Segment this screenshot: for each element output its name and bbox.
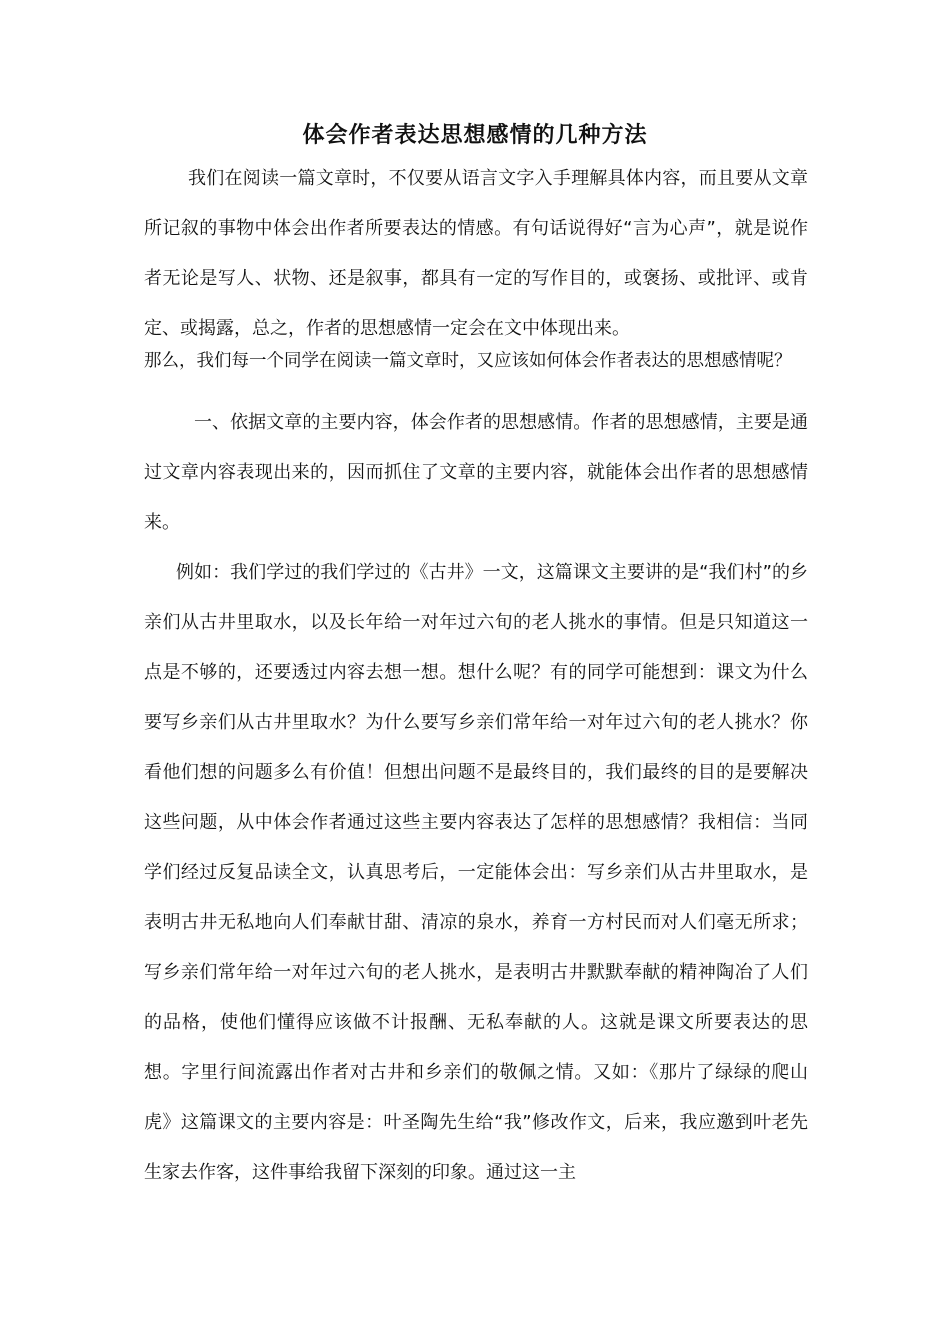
paragraph-example: 例如：我们学过的我们学过的《古井》一文，这篇课文主要讲的是“我们村”的乡亲们从古井里取水，以及长年给一对年过六旬的老人挑水的事情。但是只知道这一点是不够的，还要透过内容去想一想。想什么呢？有的同学可能想到：课文为什么要写乡亲们从古井里取水？为什么要写乡亲们常年给一对年过六旬的老人挑水？你看他们想的问题多么有价值！但想出问题不是最终目的，我们最终的目的是要解决这些问题，从中体会作者通过这些主要内容表达了怎样的思想感情？我相信：当同学们经过反复品读全文，认真思考后，一定能体会出：写乡亲们从古井里取水，是表明古井无私地向人们奉献甘甜、清凉的泉水，养育一方村民而对人们毫无所求；写乡亲们常年给一对年过六旬的老人挑水，是表明古井默默奉献的精神陶冶了人们的品格，使他们懂得应该做不计报酬、无私奉献的人。这就是课文所要表达的思想。字里行间流露出作者对古井和乡亲们的敬佩之情。又如：《那片了绿绿的爬山虎》这篇课文的主要内容是：叶圣陶先生给“我”修改作文，后来，我应邀到叶老先生家去作客，这件事给我留下深刻的印象。通过这一主 — [144, 562, 808, 1183]
paragraph-question: 那么，我们每一个同学在阅读一篇文章时，又应该如何体会作者表达的思想感情呢？ — [144, 351, 792, 371]
paragraph-method-one: 一、依据文章的主要内容，体会作者的思想感情。作者的思想感情，主要是通过文章内容表现出来的，因而抓住了文章的主要内容，就能体会出作者的思想感情来。 — [144, 412, 808, 533]
paragraph-intro: 我们在阅读一篇文章时，不仅要从语言文字入手理解具体内容，而且要从文章所记叙的事物中体会出作者所要表达的情感。有句话说得好“言为心声”，就是说作者无论是写人、状物、还是叙事，都具有一定的写作目的，或褒扬、或批评、或肯定、或揭露，总之，作者的思想感情一定会在文中体现出来。 — [144, 168, 808, 339]
document-title: 体会作者表达思想感情的几种方法 — [302, 123, 648, 148]
